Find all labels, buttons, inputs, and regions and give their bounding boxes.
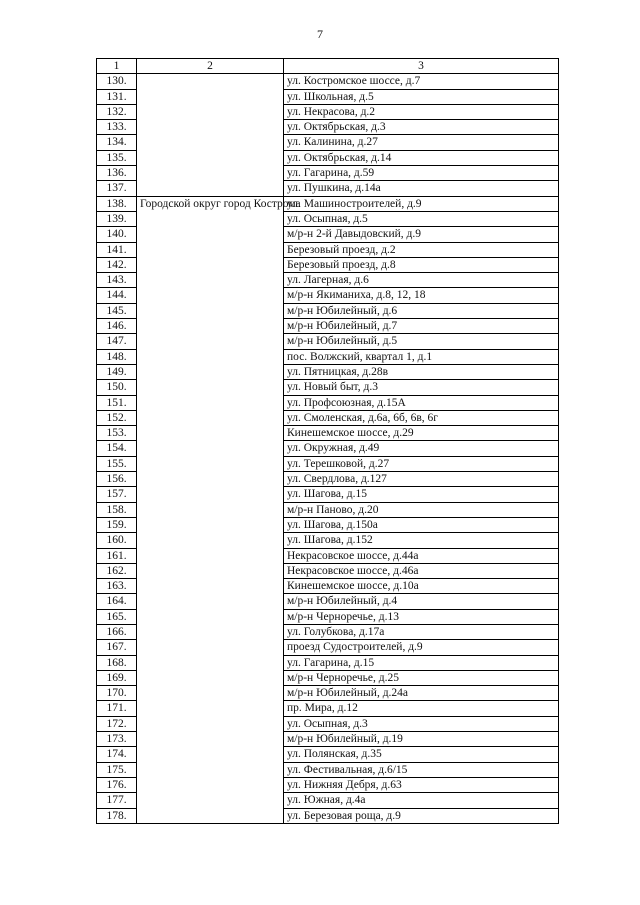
row-number-cell: 147. bbox=[97, 334, 137, 349]
address-cell: ул. Нижняя Дебря, д.63 bbox=[284, 777, 559, 792]
column-header-address: 3 bbox=[284, 59, 559, 74]
row-number-cell: 168. bbox=[97, 655, 137, 670]
row-number-cell: 155. bbox=[97, 456, 137, 471]
row-number-cell: 142. bbox=[97, 257, 137, 272]
row-number-cell: 176. bbox=[97, 777, 137, 792]
row-number-cell: 130. bbox=[97, 74, 137, 89]
row-number-cell: 139. bbox=[97, 211, 137, 226]
row-number-cell: 154. bbox=[97, 441, 137, 456]
address-cell: Кинешемское шоссе, д.29 bbox=[284, 426, 559, 441]
address-cell: Кинешемское шоссе, д.10а bbox=[284, 579, 559, 594]
row-number-cell: 177. bbox=[97, 793, 137, 808]
address-cell: м/р-н Юбилейный, д.4 bbox=[284, 594, 559, 609]
address-cell: ул. Машиностроителей, д.9 bbox=[284, 196, 559, 211]
address-cell: проезд Судостроителей, д.9 bbox=[284, 640, 559, 655]
address-cell: ул. Школьная, д.5 bbox=[284, 89, 559, 104]
address-cell: м/р-н Паново, д.20 bbox=[284, 502, 559, 517]
column-header-district: 2 bbox=[137, 59, 284, 74]
table-row bbox=[97, 74, 559, 89]
row-number-cell: 134. bbox=[97, 135, 137, 150]
address-cell: ул. Голубкова, д.17а bbox=[284, 624, 559, 639]
address-cell: ул. Осыпная, д.3 bbox=[284, 716, 559, 731]
address-cell: Березовый проезд, д.2 bbox=[284, 242, 559, 257]
address-cell: Березовый проезд, д.8 bbox=[284, 257, 559, 272]
row-number-cell: 166. bbox=[97, 624, 137, 639]
row-number-cell: 159. bbox=[97, 517, 137, 532]
row-number-cell: 146. bbox=[97, 319, 137, 334]
row-number-cell: 158. bbox=[97, 502, 137, 517]
address-cell: ул. Гагарина, д.15 bbox=[284, 655, 559, 670]
address-cell: м/р-н 2-й Давыдовский, д.9 bbox=[284, 227, 559, 242]
row-number-cell: 174. bbox=[97, 747, 137, 762]
address-cell: пр. Мира, д.12 bbox=[284, 701, 559, 716]
address-cell: ул. Шагова, д.150а bbox=[284, 517, 559, 532]
address-cell: ул. Южная, д.4а bbox=[284, 793, 559, 808]
address-cell: м/р-н Юбилейный, д.7 bbox=[284, 319, 559, 334]
table-row bbox=[97, 196, 559, 211]
row-number-cell: 143. bbox=[97, 273, 137, 288]
row-number-cell: 164. bbox=[97, 594, 137, 609]
row-number-cell: 131. bbox=[97, 89, 137, 104]
row-number-cell: 132. bbox=[97, 104, 137, 119]
address-cell: ул. Профсоюзная, д.15А bbox=[284, 395, 559, 410]
address-cell: ул. Костромское шоссе, д.7 bbox=[284, 74, 559, 89]
page-number: 7 bbox=[317, 27, 323, 41]
table-body bbox=[97, 74, 559, 824]
row-number-cell: 141. bbox=[97, 242, 137, 257]
row-number-cell: 173. bbox=[97, 732, 137, 747]
address-cell: ул. Свердлова, д.127 bbox=[284, 472, 559, 487]
address-cell: м/р-н Юбилейный, д.5 bbox=[284, 334, 559, 349]
address-cell: ул. Окружная, д.49 bbox=[284, 441, 559, 456]
row-number-cell: 152. bbox=[97, 410, 137, 425]
row-number-cell: 171. bbox=[97, 701, 137, 716]
row-number-cell: 160. bbox=[97, 533, 137, 548]
row-number-cell: 133. bbox=[97, 120, 137, 135]
address-cell: м/р-н Юбилейный, д.19 bbox=[284, 732, 559, 747]
address-cell: м/р-н Черноречье, д.25 bbox=[284, 670, 559, 685]
address-table bbox=[96, 58, 559, 824]
address-cell: м/р-н Черноречье, д.13 bbox=[284, 609, 559, 624]
address-cell: м/р-н Якиманиха, д.8, 12, 18 bbox=[284, 288, 559, 303]
address-cell: ул. Лагерная, д.6 bbox=[284, 273, 559, 288]
district-cell bbox=[137, 74, 284, 196]
address-cell: ул. Пушкина, д.14а bbox=[284, 181, 559, 196]
address-cell: ул. Гагарина, д.59 bbox=[284, 166, 559, 181]
row-number-cell: 170. bbox=[97, 686, 137, 701]
address-cell: ул. Пятницкая, д.28в bbox=[284, 364, 559, 379]
address-cell: ул. Смоленская, д.6а, 6б, 6в, 6г bbox=[284, 410, 559, 425]
row-number-cell: 145. bbox=[97, 303, 137, 318]
address-cell: пос. Волжский, квартал 1, д.1 bbox=[284, 349, 559, 364]
table-header-row bbox=[97, 59, 559, 74]
row-number-cell: 144. bbox=[97, 288, 137, 303]
row-number-cell: 150. bbox=[97, 380, 137, 395]
row-number-cell: 136. bbox=[97, 166, 137, 181]
address-cell: ул. Октябрьская, д.14 bbox=[284, 150, 559, 165]
address-cell: м/р-н Юбилейный, д.24а bbox=[284, 686, 559, 701]
address-cell: м/р-н Юбилейный, д.6 bbox=[284, 303, 559, 318]
row-number-cell: 169. bbox=[97, 670, 137, 685]
address-cell: ул. Осыпная, д.5 bbox=[284, 211, 559, 226]
row-number-cell: 151. bbox=[97, 395, 137, 410]
row-number-cell: 175. bbox=[97, 762, 137, 777]
column-header-number: 1 bbox=[97, 59, 137, 74]
row-number-cell: 149. bbox=[97, 364, 137, 379]
row-number-cell: 178. bbox=[97, 808, 137, 823]
row-number-cell: 165. bbox=[97, 609, 137, 624]
row-number-cell: 148. bbox=[97, 349, 137, 364]
address-cell: Некрасовское шоссе, д.44а bbox=[284, 548, 559, 563]
row-number-cell: 167. bbox=[97, 640, 137, 655]
address-cell: ул. Березовая роща, д.9 bbox=[284, 808, 559, 823]
address-cell: ул. Терешковой, д.27 bbox=[284, 456, 559, 471]
address-cell: ул. Шагова, д.152 bbox=[284, 533, 559, 548]
address-cell: ул. Полянская, д.35 bbox=[284, 747, 559, 762]
district-cell: Городской округ город Кострома bbox=[137, 196, 284, 823]
row-number-cell: 138. bbox=[97, 196, 137, 211]
row-number-cell: 161. bbox=[97, 548, 137, 563]
address-cell: ул. Шагова, д.15 bbox=[284, 487, 559, 502]
row-number-cell: 135. bbox=[97, 150, 137, 165]
address-cell: ул. Новый быт, д.3 bbox=[284, 380, 559, 395]
address-cell: ул. Калинина, д.27 bbox=[284, 135, 559, 150]
row-number-cell: 156. bbox=[97, 472, 137, 487]
row-number-cell: 140. bbox=[97, 227, 137, 242]
row-number-cell: 172. bbox=[97, 716, 137, 731]
row-number-cell: 137. bbox=[97, 181, 137, 196]
address-cell: ул. Октябрьская, д.3 bbox=[284, 120, 559, 135]
address-cell: ул. Фестивальная, д.6/15 bbox=[284, 762, 559, 777]
address-cell: Некрасовское шоссе, д.46а bbox=[284, 563, 559, 578]
address-cell: ул. Некрасова, д.2 bbox=[284, 104, 559, 119]
row-number-cell: 157. bbox=[97, 487, 137, 502]
row-number-cell: 162. bbox=[97, 563, 137, 578]
row-number-cell: 163. bbox=[97, 579, 137, 594]
row-number-cell: 153. bbox=[97, 426, 137, 441]
